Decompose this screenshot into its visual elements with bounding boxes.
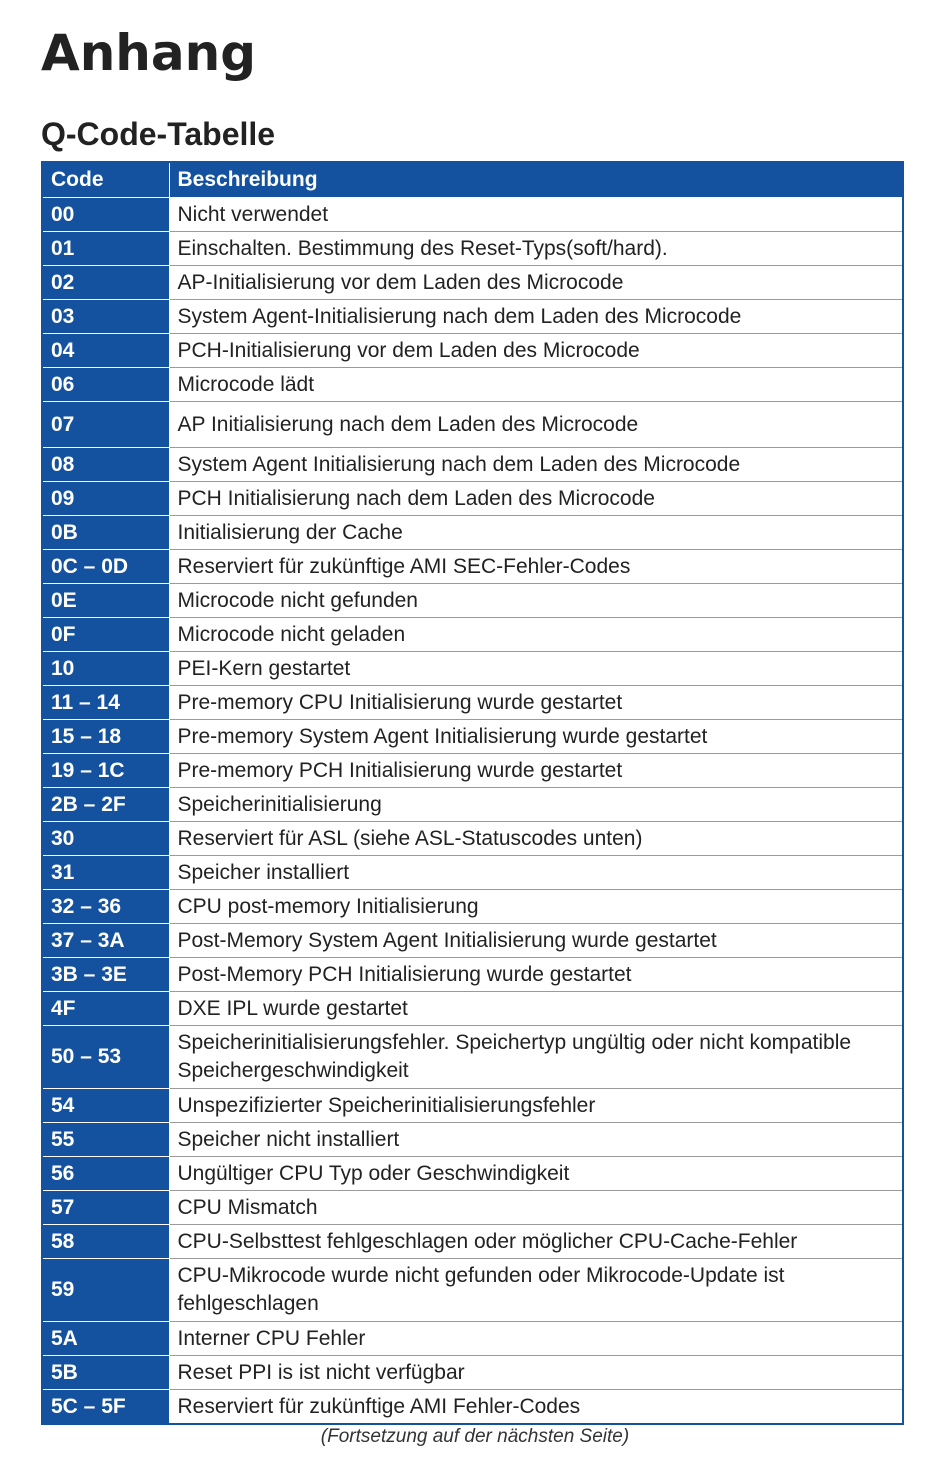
cell-description: CPU post-memory Initialisierung [169,890,903,924]
cell-code: 55 [42,1123,169,1157]
cell-description: Microcode nicht gefunden [169,584,903,618]
table-row [42,1322,903,1356]
cell-code: 01 [42,232,169,266]
cell-description: Speicherinitialisierungsfehler. Speichertyp ungültig oder nicht kompatible Speichergeschwindigkeit [169,1026,903,1089]
table-row [42,516,903,550]
table-row [42,1191,903,1225]
table-row [42,618,903,652]
continuation-note: (Fortsetzung auf der nächsten Seite) [320,1426,630,1447]
table-row [42,754,903,788]
cell-code: 54 [42,1089,169,1123]
cell-code: 50 – 53 [42,1026,169,1089]
cell-description: Pre-memory PCH Initialisierung wurde gestartet [169,754,903,788]
cell-code: 0C – 0D [42,550,169,584]
table-row [42,232,903,266]
table-row [42,1390,903,1425]
cell-description: Reserviert für zukünftige AMI Fehler-Codes [169,1390,903,1425]
table-row [42,1089,903,1123]
table-body [42,198,903,1425]
table-row [42,856,903,890]
cell-description: Microcode nicht geladen [169,618,903,652]
cell-description: Ungültiger CPU Typ oder Geschwindigkeit [169,1157,903,1191]
cell-description: Speicherinitialisierung [169,788,903,822]
table-row [42,1356,903,1390]
cell-code: 58 [42,1225,169,1259]
cell-code: 07 [42,402,169,448]
cell-description: CPU-Mikrocode wurde nicht gefunden oder Mikrocode-Update ist fehlgeschlagen [169,1259,903,1322]
cell-description: AP-Initialisierung vor dem Laden des Microcode [169,266,903,300]
cell-code: 00 [42,198,169,232]
table-row [42,550,903,584]
cell-description: System Agent Initialisierung nach dem Laden des Microcode [169,448,903,482]
page-title: Anhang [41,24,257,82]
cell-code: 2B – 2F [42,788,169,822]
cell-description: CPU-Selbsttest fehlgeschlagen oder möglicher CPU-Cache-Fehler [169,1225,903,1259]
cell-description: Pre-memory CPU Initialisierung wurde gestartet [169,686,903,720]
cell-code: 15 – 18 [42,720,169,754]
cell-description: Post-Memory PCH Initialisierung wurde gestartet [169,958,903,992]
cell-code: 08 [42,448,169,482]
cell-description: Initialisierung der Cache [169,516,903,550]
cell-description: Reserviert für zukünftige AMI SEC-Fehler-Codes [169,550,903,584]
cell-description: AP Initialisierung nach dem Laden des Microcode [169,402,903,448]
cell-description: Nicht verwendet [169,198,903,232]
cell-description: Post-Memory System Agent Initialisierung wurde gestartet [169,924,903,958]
cell-code: 0B [42,516,169,550]
table-row [42,198,903,232]
cell-code: 32 – 36 [42,890,169,924]
table-row [42,584,903,618]
cell-code: 10 [42,652,169,686]
cell-code: 06 [42,368,169,402]
section-title: Q-Code-Tabelle [41,116,276,152]
table-row [42,958,903,992]
header-description: Beschreibung [169,162,903,198]
table-row [42,788,903,822]
table-row [42,720,903,754]
table-row [42,300,903,334]
header-code: Code [42,162,169,198]
cell-description: Microcode lädt [169,368,903,402]
cell-description: Pre-memory System Agent Initialisierung wurde gestartet [169,720,903,754]
cell-code: 5A [42,1322,169,1356]
cell-description: Speicher nicht installiert [169,1123,903,1157]
cell-description: Reserviert für ASL (siehe ASL-Statuscodes unten) [169,822,903,856]
cell-description: Interner CPU Fehler [169,1322,903,1356]
table-row [42,402,903,448]
cell-code: 09 [42,482,169,516]
cell-code: 57 [42,1191,169,1225]
cell-code: 30 [42,822,169,856]
q-code-table [41,161,904,1425]
table-row [42,1026,903,1089]
cell-description: Reset PPI is ist nicht verfügbar [169,1356,903,1390]
cell-description: Unspezifizierter Speicherinitialisierungsfehler [169,1089,903,1123]
table-row [42,448,903,482]
cell-code: 5B [42,1356,169,1390]
table-header-row [42,162,903,198]
table-row [42,334,903,368]
cell-description: PCH-Initialisierung vor dem Laden des Microcode [169,334,903,368]
table-row [42,992,903,1026]
cell-code: 03 [42,300,169,334]
table-row [42,368,903,402]
cell-code: 02 [42,266,169,300]
cell-code: 59 [42,1259,169,1322]
cell-code: 56 [42,1157,169,1191]
cell-description: System Agent-Initialisierung nach dem Laden des Microcode [169,300,903,334]
table-row [42,1157,903,1191]
table-row [42,266,903,300]
table-row [42,652,903,686]
cell-description: Einschalten. Bestimmung des Reset-Typs(soft/hard). [169,232,903,266]
cell-code: 04 [42,334,169,368]
table-row [42,822,903,856]
table-row [42,1259,903,1322]
cell-code: 5C – 5F [42,1390,169,1425]
cell-description: Speicher installiert [169,856,903,890]
cell-code: 11 – 14 [42,686,169,720]
table-row [42,686,903,720]
table-row [42,890,903,924]
cell-code: 4F [42,992,169,1026]
cell-code: 19 – 1C [42,754,169,788]
cell-code: 3B – 3E [42,958,169,992]
cell-code: 0F [42,618,169,652]
cell-description: DXE IPL wurde gestartet [169,992,903,1026]
cell-code: 37 – 3A [42,924,169,958]
cell-description: PEI-Kern gestartet [169,652,903,686]
table-row [42,924,903,958]
cell-code: 31 [42,856,169,890]
table-row [42,1225,903,1259]
cell-description: PCH Initialisierung nach dem Laden des Microcode [169,482,903,516]
cell-description: CPU Mismatch [169,1191,903,1225]
table-row [42,482,903,516]
cell-code: 0E [42,584,169,618]
table-row [42,1123,903,1157]
